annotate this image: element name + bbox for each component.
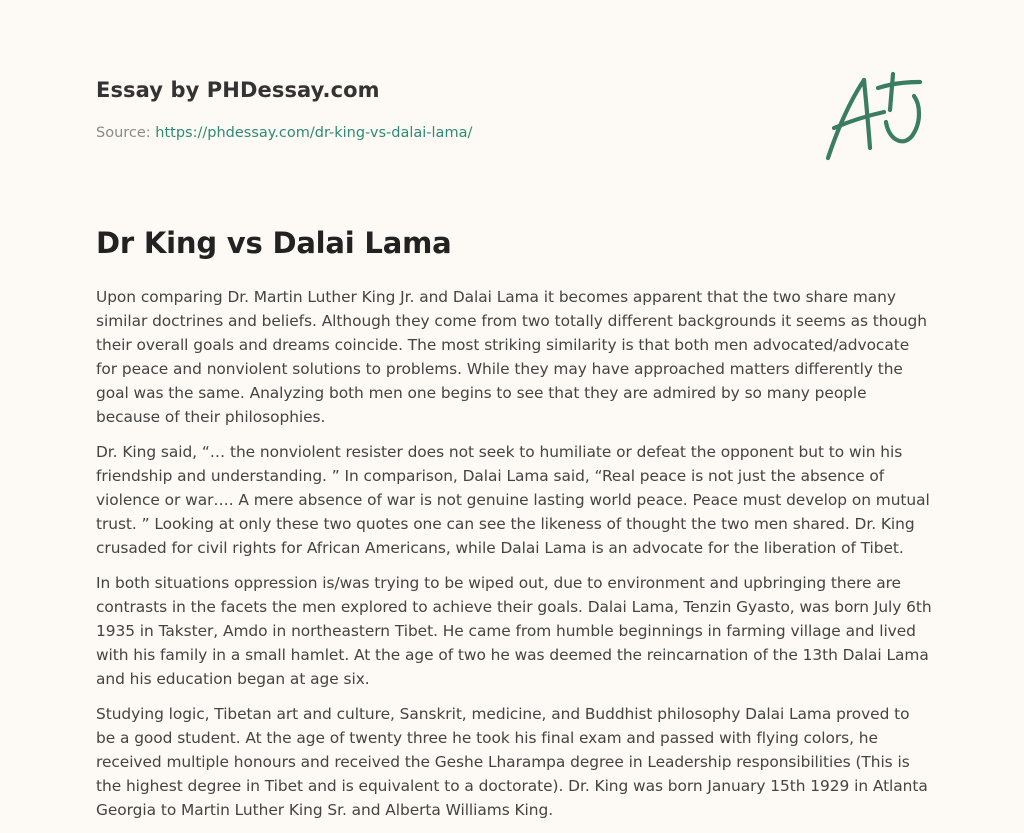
paragraph: Upon comparing Dr. Martin Luther King Jr. and Dalai Lama it becomes apparent that the two share many similar doctrines and beliefs. Although they come from two totally different backgrounds it seems as though their overall goals and dreams coincide. The most striking similarity is that both men advocated/advocate for peace and nonviolent solutions to problems. While they may have approached matters differently the goal was the same. Analyzing both men one begins to see that they are admired by so many people because of their philosophies.: [96, 288, 927, 426]
a-plus-icon: [820, 66, 930, 166]
article-body: [96, 285, 932, 833]
paragraph: Dr. King said, “… the nonviolent resister does not seek to humiliate or defeat the opponent but to win his friendship and understanding. ” In comparison, Dalai Lama said, “Real peace is not just the absence of violence or war…. A mere absence of war is not genuine lasting world peace. Peace must develop on mutual trust. ” Looking at only these two quotes one can see the likeness of thought the two men shared. Dr. King crusaded for civil rights for African Americans, while Dalai Lama is an advocate for the liberation of Tibet.: [96, 443, 930, 557]
paragraph: In both situations oppression is/was trying to be wiped out, due to environment and upbringing there are contrasts in the facets the men explored to achieve their goals. Dalai Lama, Tenzin Gyasto, was born July 6th 1935 in Takster, Amdo in northeastern Tibet. He came from humble beginnings in farming village and lived with his family in a small hamlet. At the age of two he was deemed the reincarnation of the 13th Dalai Lama and his education began at age six.: [96, 574, 932, 688]
source-label: Source:: [96, 125, 156, 141]
page-header: [96, 78, 796, 141]
paragraph: Studying logic, Tibetan art and culture, Sanskrit, medicine, and Buddhist philosophy Dalai Lama proved to be a good student. At the age of twenty three he took his final exam and passed with flying colors, he received multiple honours and received the Geshe Lharampa degree in Leadership responsibilities (This is the highest degree in Tibet and is equivalent to a doctorate). Dr. King was born January 15th 1929 in Atlanta Georgia to Martin Luther King Sr. and Alberta Williams King.: [96, 705, 928, 819]
page-title: Dr King vs Dalai Lama: [96, 226, 452, 260]
source-line: [96, 125, 796, 141]
source-link[interactable]: https://phdessay.com/dr-king-vs-dalai-lama/: [155, 125, 473, 141]
site-brand: Essay by PHDessay.com: [96, 78, 380, 102]
